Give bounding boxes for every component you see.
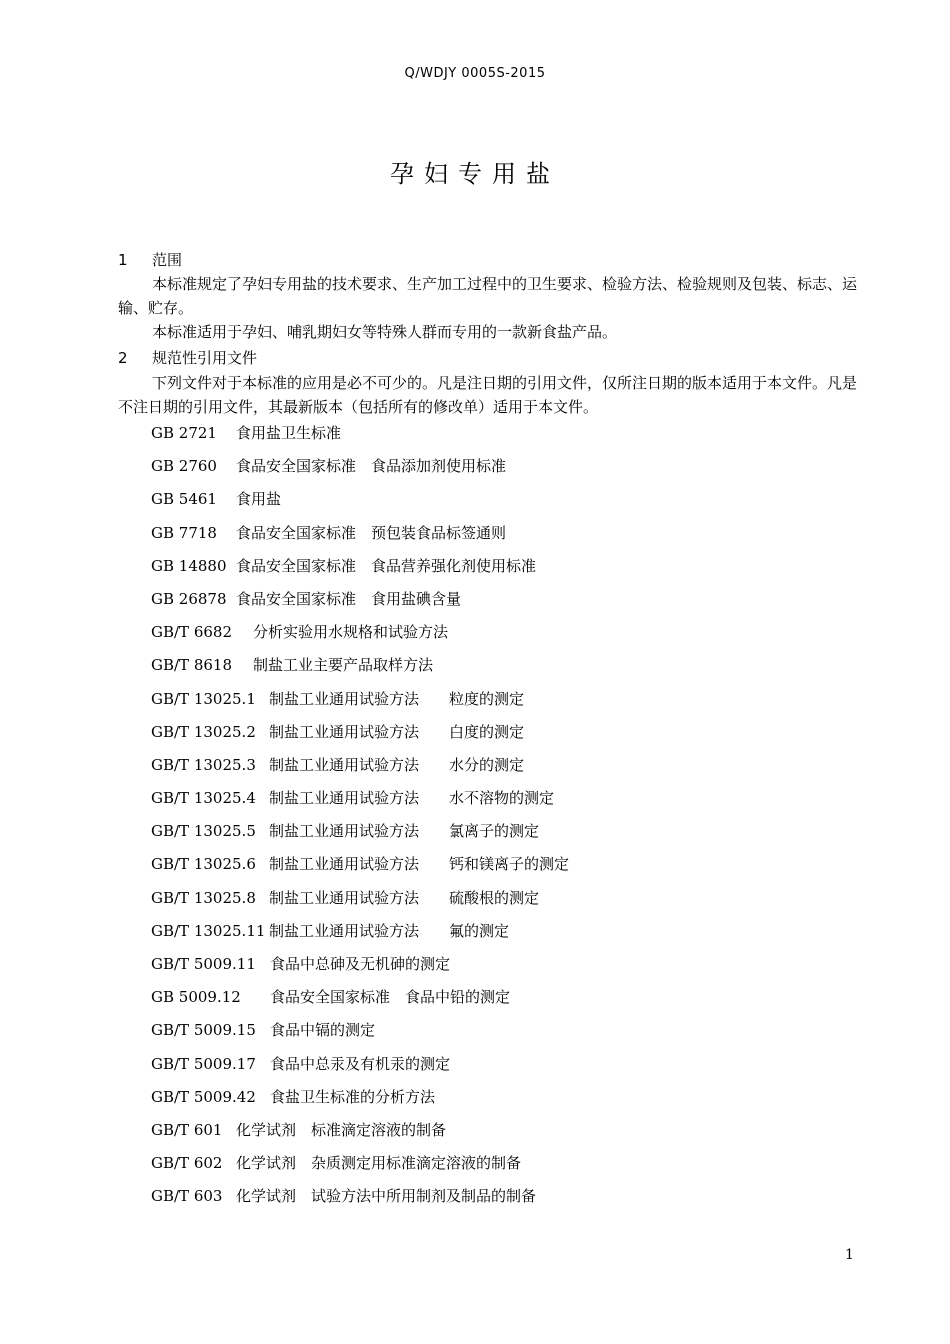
reference-title: 分析实验用水规格和试验方法: [253, 623, 449, 642]
reference-title: 制盐工业通用试验方法 氟的测定: [269, 921, 510, 940]
reference-code: GB/T 5009.17: [151, 1054, 256, 1073]
reference-item: [151, 421, 569, 454]
reference-item: [151, 687, 569, 720]
reference-code: GB/T 5009.15: [151, 1021, 256, 1040]
reference-item: [151, 985, 569, 1018]
standard-code: Q/WDJY 0005S-2015: [404, 66, 546, 81]
reference-code: GB/T 603: [151, 1187, 223, 1206]
reference-code: GB/T 13025.5: [151, 822, 256, 841]
reference-code: GB 26878: [151, 589, 227, 608]
reference-title: 化学试剂 标准滴定溶液的制备: [236, 1120, 447, 1139]
reference-item: [151, 1118, 569, 1151]
reference-item: [151, 1184, 569, 1217]
reference-code: GB 2721: [151, 424, 217, 442]
page-number: 1: [845, 1247, 854, 1263]
reference-title: 制盐工业通用试验方法 水分的测定: [269, 755, 525, 774]
reference-item: [151, 952, 569, 985]
reference-item: [151, 919, 569, 952]
reference-title: 化学试剂 杂质测定用标准滴定溶液的制备: [236, 1154, 522, 1173]
reference-title: 食品安全国家标准 食品添加剂使用标准: [236, 457, 507, 476]
reference-code: GB/T 13025.1: [151, 689, 256, 708]
reference-code: GB 5461: [151, 490, 217, 509]
references-intro-paragraph: 下列文件对于本标准的应用是必不可少的。凡是注日期的引用文件，仅所注日期的版本适用于本文件。凡是不注日期的引用文件，其最新版本（包括所有的修改单）适用于本文件。: [118, 374, 858, 416]
reference-item: [151, 521, 569, 554]
reference-title: 制盐工业通用试验方法 水不溶物的测定: [269, 789, 555, 808]
reference-code: GB/T 601: [151, 1120, 223, 1139]
reference-item: [151, 819, 569, 852]
reference-title: 制盐工业通用试验方法 钙和镁离子的测定: [269, 855, 570, 874]
reference-title: 制盐工业主要产品取样方法: [253, 656, 434, 675]
scope-paragraph-1: 本标准规定了孕妇专用盐的技术要求、生产加工过程中的卫生要求、检验方法、检验规则及包装、标志、运输、贮存。: [118, 275, 858, 317]
reference-code: GB 5009.12: [151, 988, 241, 1007]
reference-code: GB/T 8618: [151, 656, 233, 675]
reference-code: GB/T 13025.6: [151, 855, 256, 874]
reference-title: 制盐工业通用试验方法 氯离子的测定: [269, 822, 540, 841]
reference-code: GB/T 13025.8: [151, 888, 256, 907]
reference-code: GB/T 13025.2: [151, 722, 256, 741]
reference-title: 食品安全国家标准 食用盐碘含量: [236, 589, 462, 608]
reference-item: [151, 1085, 569, 1118]
reference-title: 食品安全国家标准 预包装食品标签通则: [236, 523, 507, 542]
section-number: 2: [118, 349, 128, 367]
reference-code: GB 7718: [151, 523, 217, 542]
document-title: 孕妇专用盐: [390, 160, 560, 188]
scope-paragraph-2: 本标准适用于孕妇、哺乳期妇女等特殊人群而专用的一款新食盐产品。: [152, 323, 618, 341]
reference-item: [151, 753, 569, 786]
reference-title: 食品安全国家标准 食品营养强化剂使用标准: [236, 556, 537, 575]
reference-title: 食品中镉的测定: [270, 1021, 376, 1040]
reference-title: 食品安全国家标准 食品中铅的测定: [270, 988, 511, 1007]
reference-item: [151, 554, 569, 587]
reference-title: 化学试剂 试验方法中所用制剂及制品的制备: [236, 1187, 537, 1206]
reference-item: [151, 1151, 569, 1184]
reference-list: [151, 421, 569, 1218]
reference-title: 食品中总汞及有机汞的测定: [270, 1054, 451, 1073]
reference-item: [151, 886, 569, 919]
reference-item: [151, 1018, 569, 1051]
reference-item: [151, 653, 569, 686]
reference-code: GB/T 6682: [151, 623, 233, 642]
reference-title: 制盐工业通用试验方法 粒度的测定: [269, 689, 525, 708]
reference-title: 食品中总砷及无机砷的测定: [270, 955, 451, 973]
reference-item: [151, 786, 569, 819]
reference-item: [151, 587, 569, 620]
reference-title: 制盐工业通用试验方法 白度的测定: [269, 722, 525, 741]
section-title: 范围: [152, 251, 183, 269]
reference-title: 食盐卫生标准的分析方法: [270, 1087, 436, 1106]
reference-item: [151, 454, 569, 487]
section-number: 1: [118, 251, 128, 269]
reference-title: 制盐工业通用试验方法 硫酸根的测定: [269, 888, 540, 907]
reference-code: GB/T 5009.42: [151, 1087, 256, 1106]
section-title: 规范性引用文件: [152, 349, 258, 367]
reference-code: GB/T 13025.4: [151, 789, 256, 808]
reference-item: [151, 852, 569, 885]
reference-item: [151, 1052, 569, 1085]
reference-title: 食用盐: [236, 490, 282, 509]
reference-code: GB 14880: [151, 556, 227, 575]
reference-code: GB/T 13025.11: [151, 921, 266, 940]
reference-item: [151, 620, 569, 653]
reference-code: GB 2760: [151, 457, 217, 476]
reference-code: GB/T 602: [151, 1154, 223, 1173]
reference-item: [151, 487, 569, 520]
reference-item: [151, 720, 569, 753]
section-heading-scope: [118, 249, 182, 270]
reference-title: 食用盐卫生标准: [236, 424, 342, 442]
reference-code: GB/T 13025.3: [151, 755, 256, 774]
reference-code: GB/T 5009.11: [151, 955, 256, 973]
section-heading-normative-references: [118, 347, 257, 368]
